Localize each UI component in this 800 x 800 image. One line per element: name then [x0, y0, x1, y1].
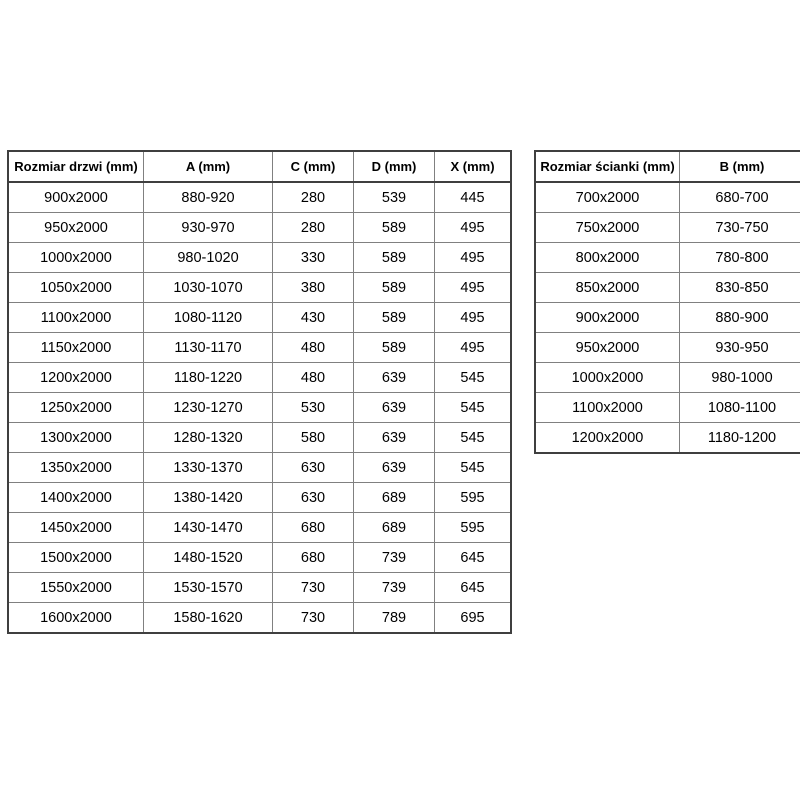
- table-cell: 695: [435, 603, 512, 634]
- table-cell: 1000x2000: [8, 243, 144, 273]
- table-cell: 850x2000: [535, 273, 680, 303]
- table-cell: 1100x2000: [535, 393, 680, 423]
- table-row: [8, 543, 511, 573]
- column-header: A (mm): [144, 151, 273, 182]
- table-cell: 900x2000: [535, 303, 680, 333]
- table-cell: 730: [273, 573, 354, 603]
- table-cell: 380: [273, 273, 354, 303]
- table-cell: 1230-1270: [144, 393, 273, 423]
- table-cell: 680: [273, 543, 354, 573]
- table-cell: 545: [435, 453, 512, 483]
- table-cell: 680-700: [680, 182, 800, 213]
- table-cell: 1250x2000: [8, 393, 144, 423]
- table-row: [8, 573, 511, 603]
- table-cell: 1530-1570: [144, 573, 273, 603]
- table-row: [535, 423, 800, 454]
- table-cell: 1350x2000: [8, 453, 144, 483]
- table-row: [8, 182, 511, 213]
- table-cell: 1500x2000: [8, 543, 144, 573]
- table-cell: 880-900: [680, 303, 800, 333]
- table-cell: 639: [354, 363, 435, 393]
- table-row: [8, 243, 511, 273]
- table-cell: 1130-1170: [144, 333, 273, 363]
- table-cell: 495: [435, 333, 512, 363]
- table-cell: 739: [354, 573, 435, 603]
- column-header: B (mm): [680, 151, 800, 182]
- table-cell: 495: [435, 213, 512, 243]
- table-cell: 1580-1620: [144, 603, 273, 634]
- table-cell: 789: [354, 603, 435, 634]
- table-cell: 630: [273, 483, 354, 513]
- table-cell: 1550x2000: [8, 573, 144, 603]
- table-cell: 545: [435, 363, 512, 393]
- table-row: [8, 303, 511, 333]
- table-cell: 495: [435, 303, 512, 333]
- door-size-table: [7, 150, 512, 634]
- table-cell: 645: [435, 543, 512, 573]
- table-cell: 930-950: [680, 333, 800, 363]
- table-cell: 1300x2000: [8, 423, 144, 453]
- table-cell: 1400x2000: [8, 483, 144, 513]
- table-cell: 730: [273, 603, 354, 634]
- table-cell: 800x2000: [535, 243, 680, 273]
- column-header: X (mm): [435, 151, 512, 182]
- table-cell: 539: [354, 182, 435, 213]
- table-cell: 1600x2000: [8, 603, 144, 634]
- table-cell: 630: [273, 453, 354, 483]
- table-cell: 445: [435, 182, 512, 213]
- table-cell: 330: [273, 243, 354, 273]
- table-cell: 830-850: [680, 273, 800, 303]
- column-header: Rozmiar drzwi (mm): [8, 151, 144, 182]
- table-cell: 680: [273, 513, 354, 543]
- table-cell: 495: [435, 243, 512, 273]
- table-cell: 980-1000: [680, 363, 800, 393]
- table-cell: 689: [354, 483, 435, 513]
- table-cell: 950x2000: [8, 213, 144, 243]
- table-cell: 280: [273, 213, 354, 243]
- table-row: [8, 333, 511, 363]
- table-cell: 1100x2000: [8, 303, 144, 333]
- table-cell: 595: [435, 483, 512, 513]
- header-row: [8, 151, 511, 182]
- table-cell: 1000x2000: [535, 363, 680, 393]
- table-cell: 645: [435, 573, 512, 603]
- table-cell: 980-1020: [144, 243, 273, 273]
- wall-size-table: [534, 150, 800, 454]
- table-cell: 480: [273, 333, 354, 363]
- table-cell: 589: [354, 303, 435, 333]
- table-cell: 900x2000: [8, 182, 144, 213]
- table-cell: 1080-1100: [680, 393, 800, 423]
- table-cell: 1380-1420: [144, 483, 273, 513]
- table-cell: 589: [354, 333, 435, 363]
- table-cell: 595: [435, 513, 512, 543]
- table-row: [8, 513, 511, 543]
- table-cell: 780-800: [680, 243, 800, 273]
- table-cell: 880-920: [144, 182, 273, 213]
- table-cell: 700x2000: [535, 182, 680, 213]
- table-cell: 1180-1220: [144, 363, 273, 393]
- table-cell: 1180-1200: [680, 423, 800, 454]
- column-header: D (mm): [354, 151, 435, 182]
- table-cell: 580: [273, 423, 354, 453]
- table-row: [535, 303, 800, 333]
- table-cell: 1200x2000: [8, 363, 144, 393]
- table-cell: 1280-1320: [144, 423, 273, 453]
- table-row: [8, 363, 511, 393]
- table-cell: 280: [273, 182, 354, 213]
- table-cell: 495: [435, 273, 512, 303]
- table-row: [535, 363, 800, 393]
- table-cell: 689: [354, 513, 435, 543]
- table-cell: 639: [354, 423, 435, 453]
- table-row: [535, 273, 800, 303]
- table-cell: 1480-1520: [144, 543, 273, 573]
- table-cell: 589: [354, 243, 435, 273]
- table-cell: 530: [273, 393, 354, 423]
- table-cell: 1030-1070: [144, 273, 273, 303]
- table-row: [8, 273, 511, 303]
- table-cell: 930-970: [144, 213, 273, 243]
- table-cell: 589: [354, 273, 435, 303]
- table-row: [8, 423, 511, 453]
- table-row: [535, 182, 800, 213]
- table-cell: 430: [273, 303, 354, 333]
- table-cell: 1050x2000: [8, 273, 144, 303]
- table-row: [8, 453, 511, 483]
- table-row: [8, 483, 511, 513]
- table-cell: 739: [354, 543, 435, 573]
- table-cell: 1150x2000: [8, 333, 144, 363]
- table-cell: 950x2000: [535, 333, 680, 363]
- table-row: [8, 213, 511, 243]
- table-row: [535, 243, 800, 273]
- table-cell: 1330-1370: [144, 453, 273, 483]
- table-row: [8, 603, 511, 634]
- table-cell: 1450x2000: [8, 513, 144, 543]
- table-row: [535, 393, 800, 423]
- table-cell: 480: [273, 363, 354, 393]
- column-header: C (mm): [273, 151, 354, 182]
- column-header: Rozmiar ścianki (mm): [535, 151, 680, 182]
- table-row: [8, 393, 511, 423]
- table-cell: 589: [354, 213, 435, 243]
- table-cell: 1430-1470: [144, 513, 273, 543]
- table-cell: 545: [435, 393, 512, 423]
- table-cell: 1080-1120: [144, 303, 273, 333]
- header-row: [535, 151, 800, 182]
- table-row: [535, 333, 800, 363]
- table-cell: 639: [354, 453, 435, 483]
- table-cell: 1200x2000: [535, 423, 680, 454]
- table-cell: 545: [435, 423, 512, 453]
- table-cell: 730-750: [680, 213, 800, 243]
- table-row: [535, 213, 800, 243]
- table-cell: 750x2000: [535, 213, 680, 243]
- table-cell: 639: [354, 393, 435, 423]
